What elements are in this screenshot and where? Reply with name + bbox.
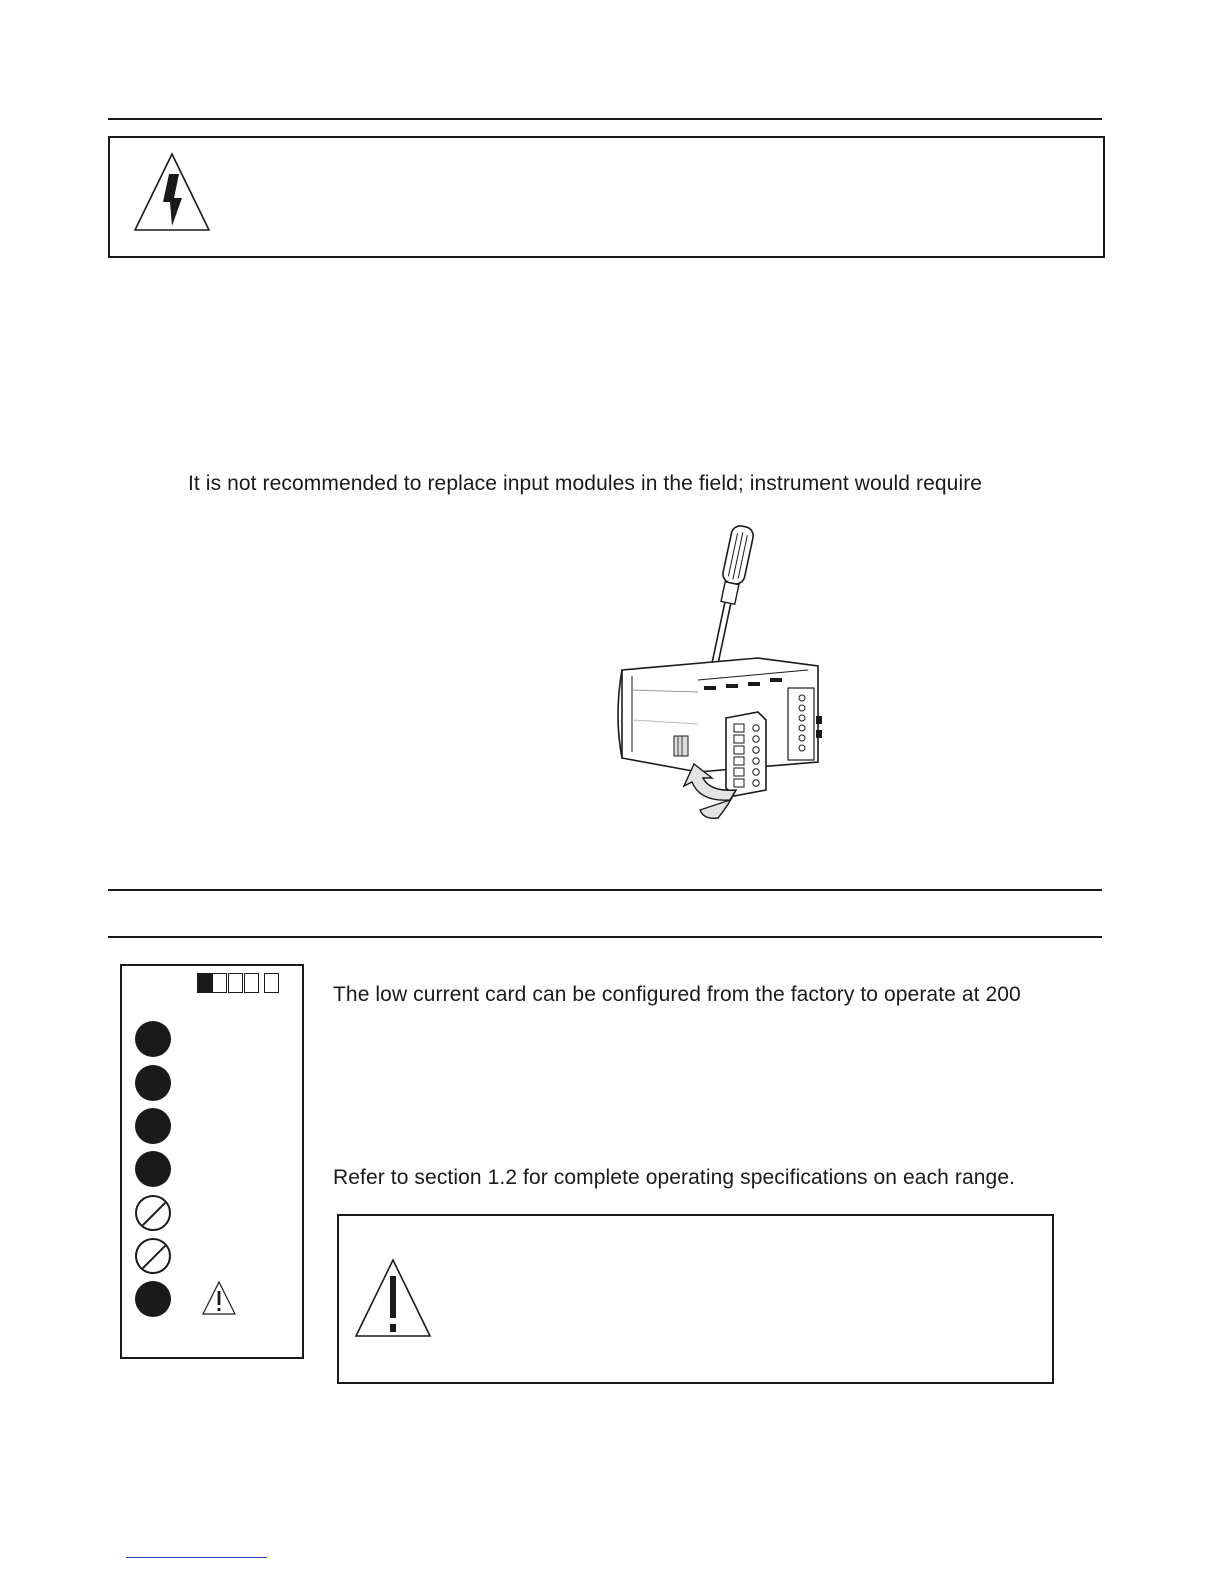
- caution-icon: [202, 1281, 236, 1315]
- module-replacement-note: It is not recommended to replace input modules in the field; instrument would require: [188, 472, 983, 495]
- low-current-paragraph: The low current card can be configured from the factory to operate at 200: [333, 983, 1021, 1006]
- indicator-dot-4: [135, 1151, 171, 1187]
- section-rule-upper: [108, 889, 1102, 891]
- led-segment-4: [244, 973, 259, 993]
- indicator-dot-1: [135, 1021, 171, 1057]
- indicator-dot-hatched-2: [135, 1238, 171, 1274]
- electrical-hazard-icon: [132, 152, 212, 232]
- electrical-warning-box: [108, 136, 1105, 258]
- exclamation-warning-icon: [354, 1258, 432, 1338]
- indicator-dot-3: [135, 1108, 171, 1144]
- caution-box: [337, 1214, 1054, 1384]
- indicator-dot-2: [135, 1065, 171, 1101]
- top-rule: [108, 118, 1102, 120]
- indicator-dot-7: [135, 1281, 171, 1317]
- led-segment-2: [212, 973, 227, 993]
- led-segment-1: [197, 973, 212, 993]
- footer-link-underline[interactable]: [126, 1557, 267, 1558]
- led-segment-5: [264, 973, 279, 993]
- specifications-reference: Refer to section 1.2 for complete operating specifications on each range.: [333, 1166, 1016, 1189]
- terminal-removal-illustration: [608, 520, 848, 830]
- led-segment-3: [228, 973, 243, 993]
- indicator-dot-hatched-1: [135, 1195, 171, 1231]
- section-rule-lower: [108, 936, 1102, 938]
